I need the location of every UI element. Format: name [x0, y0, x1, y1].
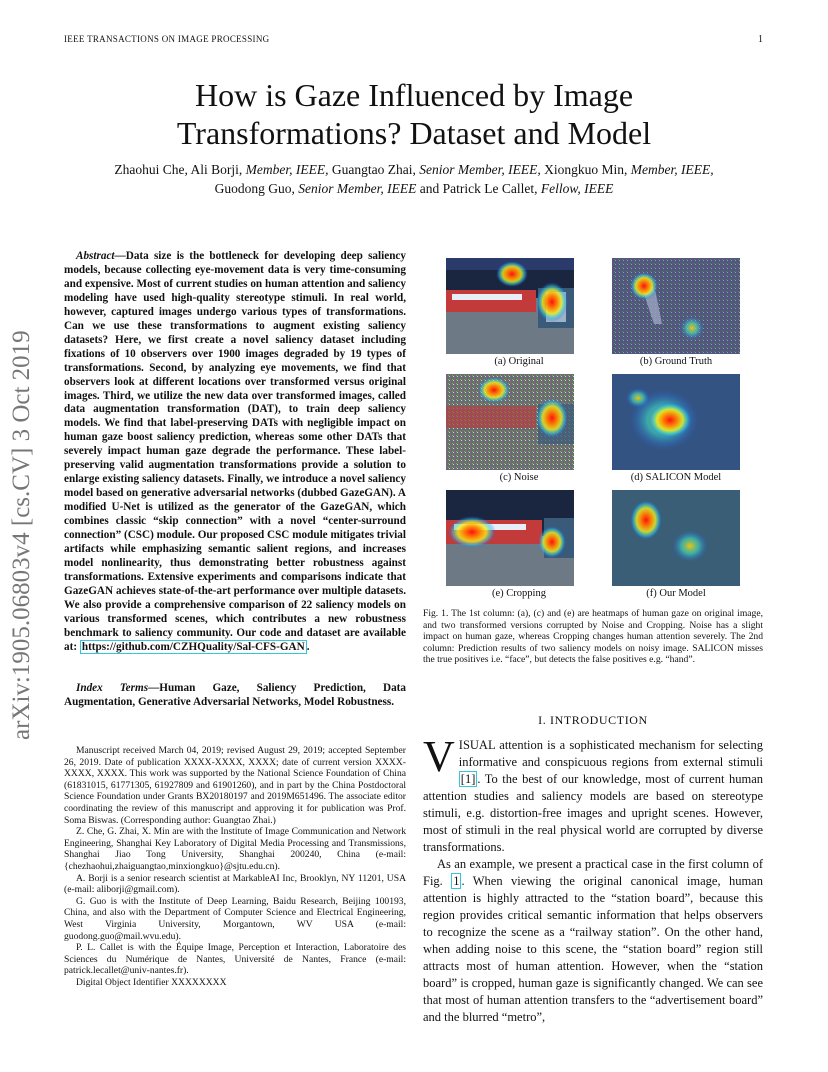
noise-heatmap-image: [612, 258, 740, 354]
page-number: 1: [758, 34, 763, 45]
footnote-doi: Digital Object Identifier XXXXXXXX: [76, 976, 227, 988]
footnote-affiliation: P. L. Callet is with the Équipe Image, Perception et Interaction, Laboratoire des Sciences du Numérique de Nantes, Université de Nantes, France (e-mail: patrick.lecallet@univ-nantes.fr).: [64, 942, 406, 977]
footnotes: [64, 745, 406, 988]
author-names: and Patrick Le Callet,: [416, 181, 541, 196]
index-terms-body: —Human Gaze, Saliency Prediction, Data Augmentation, Generative Adversarial Networks, Model Robustness.: [64, 682, 406, 708]
intro-paragraph-2: [423, 856, 763, 1026]
intro-text: As an example, we present a practical case in the first column of Fig.: [423, 857, 763, 888]
intro-text: ISUAL attention is a sophisticated mechanism for selecting informative and conspicuous regions from external stimuli: [458, 738, 763, 769]
intro-text: . To the best of our knowledge, most of current human attention studies and saliency models are based on stereotype stimuli, e.g. distortion-free images and upright scenes. However, most of stimuli in the real physical world are corrupted by diverse transformations.: [423, 772, 763, 854]
author-names: Xiongkuo Min,: [540, 162, 631, 177]
caption-a: (a) Original: [494, 356, 544, 367]
author-line-2: [60, 179, 768, 198]
caption-f: (f) Our Model: [646, 588, 706, 599]
section-heading: I. INTRODUCTION: [538, 713, 648, 727]
journal-header: IEEE TRANSACTIONS ON IMAGE PROCESSING: [64, 34, 270, 44]
author-role: Member, IEEE,: [630, 162, 714, 177]
figure-panel-noise: [446, 374, 574, 470]
figure-panel-our-model: [612, 490, 740, 586]
author-role: Senior Member, IEEE: [298, 181, 417, 196]
abstract-tail: .: [306, 640, 310, 653]
salicon-prediction-image: [612, 374, 740, 470]
footnote-manuscript: Manuscript received March 04, 2019; revised August 29, 2019; accepted September 26, 2019. Date of publication XXXX-XXXX, XXXX; date of current version XXXX-XXXX, XXXX. This work was supported by the National Science Foundation of China (61831015, 61771305, 61927809 and 61901260), and in part by the China Postdoctoral Science Foundation under Grants BX20180197 and 2019M651496. The associate editor coordinating the review of this manuscript and approving it for publication was Prof. Soma Biswas. (Corresponding author: Guangtao Zhai.): [64, 745, 406, 826]
arxiv-stamp: arXiv:1905.06803v4 [cs.CV] 3 Oct 2019: [8, 330, 35, 740]
footnote-affiliation: Z. Che, G. Zhai, X. Min are with the Institute of Image Communication and Network Engineering, Shanghai Key Laboratory of Digital Media Processing and Transmissions, Shanghai Jiao Tong University, Shanghai 200240, China (e-mail: {chezhaohui,zhaiguangtao,minxiongkuo}@sjtu.edu.cn).: [64, 826, 406, 872]
intro-paragraph-1: [423, 732, 763, 856]
drop-cap: V: [423, 732, 455, 781]
abstract-lead: Abstract: [76, 250, 115, 262]
code-link[interactable]: https://github.com/CZHQuality/Sal-CFS-GAN: [81, 640, 305, 653]
caption-c: (c) Noise: [499, 472, 539, 483]
station-crop-heatmap-image: [446, 490, 574, 586]
caption-e: (e) Cropping: [492, 588, 546, 599]
author-names: Guodong Guo,: [214, 181, 299, 196]
figure-caption: Fig. 1. The 1st column: (a), (c) and (e) are heatmaps of human gaze on original image, and two transformed versions corrupted by Noise and Cropping. Noise has a slight impact on human gaze, whereas Cropping changes human attention severely. The 2nd column: Prediction results of two saliency models on noisy image. SALICON misses the true positives i.e. “face”, but detects the false positives e.g. “hand”.: [423, 608, 763, 666]
figure-link[interactable]: 1: [453, 874, 460, 888]
abstract: [64, 250, 406, 655]
footnote-affiliation: A. Borji is a senior research scientist at MarkableAI Inc, Brooklyn, NY 11201, USA (e-mail: aliborji@gmail.com).: [64, 872, 406, 896]
station-noise-heatmap-image: [446, 374, 574, 470]
author-list: [60, 160, 768, 198]
introduction-text: [423, 732, 763, 1026]
title-line-2: Transformations? Dataset and Model: [176, 115, 652, 151]
author-role: Fellow, IEEE: [540, 181, 614, 196]
index-terms-lead: Index Terms: [76, 682, 149, 694]
index-terms: [64, 682, 406, 710]
abstract-body: —Data size is the bottleneck for developing deep saliency models, because collecting eye-movement data is very time-consuming and expensive. Most of current studies on human attention and saliency modeling have used high-quality stereotype stimuli. In real world, however, captured images undergo various types of transformations. Can we use these transformations to augment existing saliency datasets? Here, we first create a novel saliency dataset including fixations of 10 observers over 1900 images degraded by 19 types of transformations. Second, by analyzing eye movements, we find that observers look at different locations over transformed versus original images. Third, we utilize the new data over transformed images, called data augmentation transformation (DAT), to train deep saliency models. We find that label-preserving DATs with negligible impact on human gaze boost saliency prediction, whereas some other DATs that severely impact human gaze degrade the performance. These label-preserving valid augmentation transformations provide a solution to enlarge existing saliency datasets. Finally, we introduce a novel saliency model based on generative adversarial networks (dubbed GazeGAN). A modified U-Net is utilized as the generator of the GazeGAN, which combines classic “skip connection” with a novel “center-surround connection” (CSC) module. Our proposed CSC module mitigates trivial artifacts while emphasizing semantic salient regions, and increases model nonlinearity, thus demonstrating better robustness against transformations. Extensive experiments and comparisons indicate that GazeGAN achieves state-of-the-art performance over multiple datasets. We also provide a comprehensive comparison of 22 saliency models on various transformed scenes, which contributes a new robustness benchmark to saliency community. Our code and dataset are available at:: [64, 250, 406, 653]
figure-panel-ground-truth: [612, 258, 740, 354]
figure-panel-cropping: [446, 490, 574, 586]
author-role: Member, IEEE,: [245, 162, 329, 177]
station-heatmap-image: [446, 258, 574, 354]
intro-text: . When viewing the original canonical image, human attention is highly attracted to the “station board”, because this region provides critical semantic information that helps observers to recognize the scene as a “railway station”. On the other hand, when adding noise to this scene, the “station board” region still attracts most of human attention. However, when the “station board” is cropped, human gaze is significantly changed. We can see that most of human attention transfers to the “advertisement board” and the blurred “metro”,: [423, 874, 763, 1024]
figure-panel-original: [446, 258, 574, 354]
author-line-1: [60, 160, 768, 179]
footnote-affiliation: G. Guo is with the Institute of Deep Learning, Baidu Research, Beijing 100193, China, and also with the Department of Computer Science and Electrical Engineering, West Virginia University, Morgantown, WV USA (e-mail: guodong.guo@mail.wvu.edu).: [64, 895, 406, 942]
author-role: Senior Member, IEEE,: [419, 162, 541, 177]
author-names: Zhaohui Che, Ali Borji,: [114, 162, 246, 177]
author-names: Guangtao Zhai,: [328, 162, 420, 177]
figure-panel-salicon: [612, 374, 740, 470]
caption-d: (d) SALICON Model: [630, 472, 722, 483]
caption-b: (b) Ground Truth: [639, 356, 713, 367]
gazegan-prediction-image: [612, 490, 740, 586]
paper-title: [60, 76, 768, 152]
title-line-1: How is Gaze Influenced by Image: [194, 77, 634, 113]
citation-link[interactable]: [1]: [460, 772, 476, 786]
